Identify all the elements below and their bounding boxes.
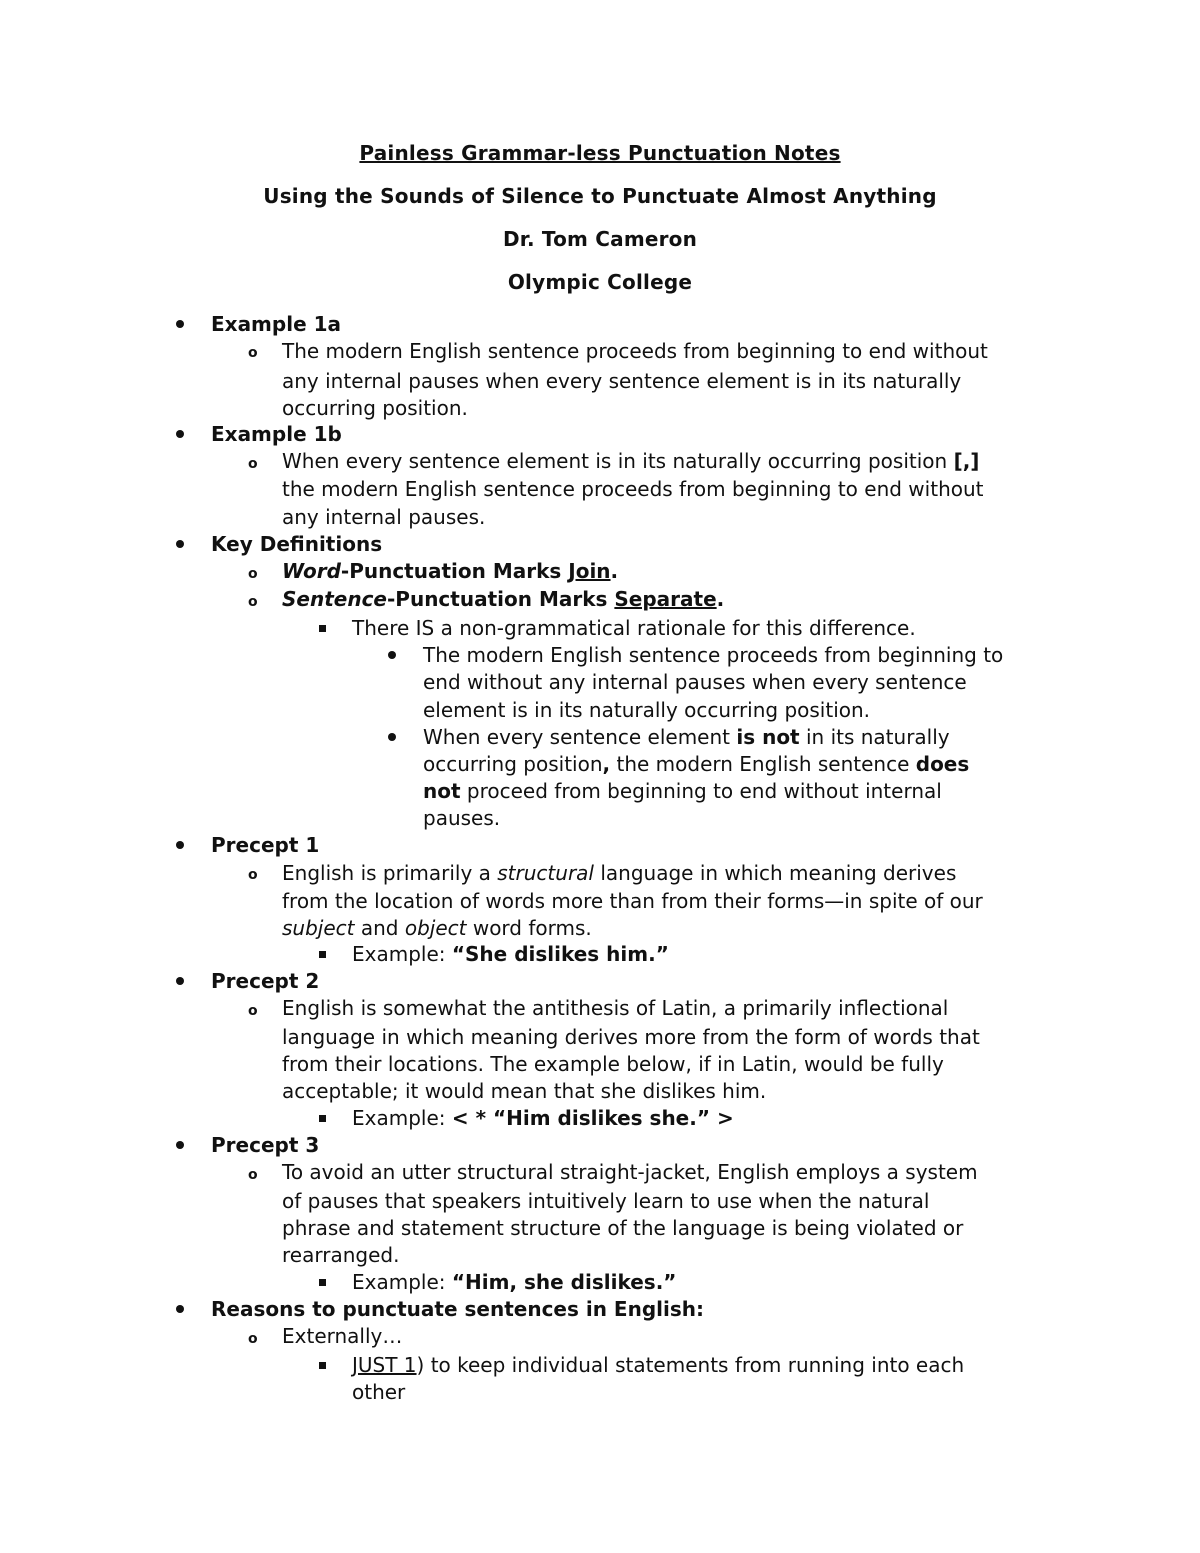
text-line: the modern English sentence proceeds from beginning to end without xyxy=(282,477,984,501)
text-line: element is in its naturally occurring position. xyxy=(423,698,871,722)
heading-example-1b: Example 1b xyxy=(211,422,342,446)
circle-bullet-icon: o xyxy=(248,1331,258,1347)
text-line: any internal pauses when every sentence element is in its naturally xyxy=(282,369,962,393)
text-line: occurring position. xyxy=(282,396,468,420)
text-line: subject and object word forms. xyxy=(282,916,592,940)
circle-bullet-icon: o xyxy=(248,456,258,472)
text-line: rearranged. xyxy=(282,1243,400,1267)
circle-bullet-icon: o xyxy=(248,867,258,883)
text-line: The modern English sentence proceeds from beginning to xyxy=(423,643,1004,667)
bullet-icon xyxy=(176,841,184,849)
heading-precept-3: Precept 3 xyxy=(211,1133,320,1157)
text-line: English is somewhat the antithesis of Latin, a primarily inflectional xyxy=(282,996,949,1020)
document-title: Painless Grammar-less Punctuation Notes xyxy=(359,141,841,165)
bullet-icon xyxy=(176,1305,184,1313)
definition-sentence-punctuation: Sentence-Punctuation Marks Separate. xyxy=(282,587,725,611)
text-line: There IS a non-grammatical rationale for this difference. xyxy=(352,616,916,640)
bullet-icon xyxy=(176,977,184,985)
heading-key-definitions: Key Definitions xyxy=(211,532,383,556)
bullet-icon xyxy=(176,430,184,438)
bullet-icon xyxy=(388,733,396,741)
text-line: English is primarily a structural language in which meaning derives xyxy=(282,861,957,885)
example-line: Example: < * “Him dislikes she.” > xyxy=(352,1106,734,1130)
text-line: language in which meaning derives more from the form of words that xyxy=(282,1025,980,1049)
text-line: any internal pauses. xyxy=(282,505,486,529)
square-bullet-icon xyxy=(319,951,326,958)
text-line: from their locations. The example below, if in Latin, would be fully xyxy=(282,1052,944,1076)
text-line: of pauses that speakers intuitively learn to use when the natural xyxy=(282,1189,930,1213)
document-subtitle: Using the Sounds of Silence to Punctuate Almost Anything xyxy=(263,184,937,208)
bullet-icon xyxy=(176,540,184,548)
text-line: pauses. xyxy=(423,806,501,830)
square-bullet-icon xyxy=(319,1362,326,1369)
text-line: end without any internal pauses when every sentence xyxy=(423,670,967,694)
bullet-icon xyxy=(176,1141,184,1149)
circle-bullet-icon: o xyxy=(248,594,258,610)
text-line: from the location of words more than from their forms—in spite of our xyxy=(282,889,983,913)
example-line: Example: “Him, she dislikes.” xyxy=(352,1270,677,1294)
text-line: phrase and statement structure of the language is being violated or xyxy=(282,1216,964,1240)
circle-bullet-icon: o xyxy=(248,566,258,582)
circle-bullet-icon: o xyxy=(248,345,258,361)
comma-mark: [,] xyxy=(953,449,980,473)
author-name: Dr. Tom Cameron xyxy=(502,227,698,251)
text-line: occurring position, the modern English sentence does xyxy=(423,752,970,776)
example-line: Example: “She dislikes him.” xyxy=(352,942,669,966)
text-line: other xyxy=(352,1380,406,1404)
institution-name: Olympic College xyxy=(507,270,693,294)
bullet-icon xyxy=(388,651,396,659)
text-line: When every sentence element is not in its naturally xyxy=(423,725,950,749)
text-line: To avoid an utter structural straight-jacket, English employs a system xyxy=(282,1160,978,1184)
bullet-icon xyxy=(176,320,184,328)
square-bullet-icon xyxy=(319,1115,326,1122)
text-line: not proceed from beginning to end without internal xyxy=(423,779,942,803)
text-line: JUST 1) to keep individual statements from running into each xyxy=(352,1353,965,1377)
square-bullet-icon xyxy=(319,625,326,632)
text-line: Externally… xyxy=(282,1324,403,1348)
heading-precept-2: Precept 2 xyxy=(211,969,320,993)
text-line: When every sentence element is in its naturally occurring position [,] xyxy=(282,449,980,473)
text-line: The modern English sentence proceeds from beginning to end without xyxy=(282,339,988,363)
square-bullet-icon xyxy=(319,1279,326,1286)
circle-bullet-icon: o xyxy=(248,1167,258,1183)
text-line: acceptable; it would mean that she dislikes him. xyxy=(282,1079,767,1103)
heading-example-1a: Example 1a xyxy=(211,312,342,336)
definition-word-punctuation: Word-Punctuation Marks Join. xyxy=(282,559,619,583)
circle-bullet-icon: o xyxy=(248,1003,258,1019)
heading-precept-1: Precept 1 xyxy=(211,833,320,857)
heading-reasons: Reasons to punctuate sentences in English: xyxy=(211,1297,704,1321)
